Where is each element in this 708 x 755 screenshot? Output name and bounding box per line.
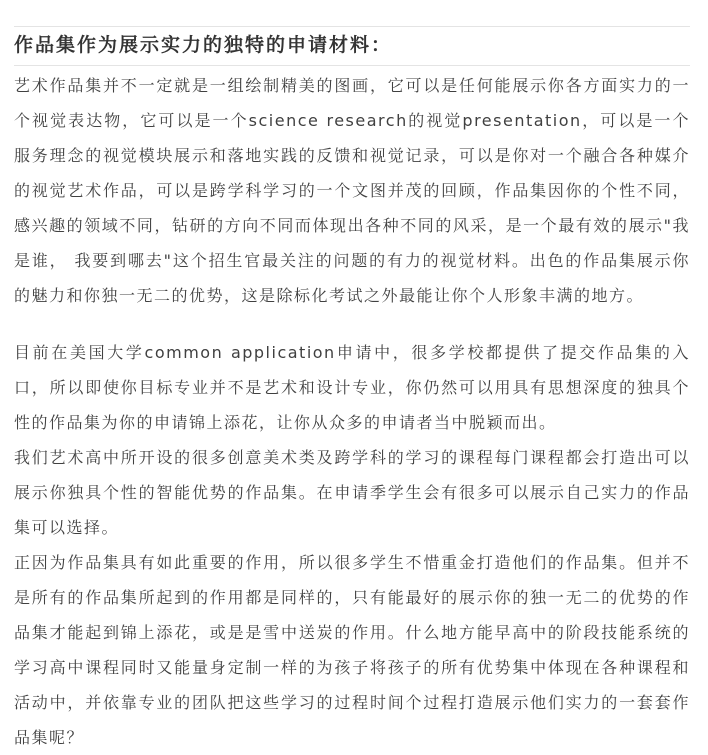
article-header [14,26,690,66]
article-body [14,68,690,755]
paragraph-common-application: 目前在美国大学common application申请中，很多学校都提供了提交作品集的入口，所以即使你目标专业并不是艺术和设计专业，你仍然可以用具有思想深度的独具个性的作品集为你的申请锦上添花，让你从众多的申请者当中脱颖而出。 [14,343,690,432]
paragraph-portfolio-definition: 艺术作品集并不一定就是一组绘制精美的图画，它可以是任何能展示你各方面实力的一个视觉表达物，它可以是一个science research的视觉presentation，可以是一个服务理念的视觉模块展示和落地实践的反馈和视觉记录，可以是你对一个融合各种媒介的视觉艺术作品，可以是跨学科学习的一个文图并茂的回顾，作品集因你的个性不同，感兴趣的领域不同，钻研的方向不同而体现出各种不同的风采，是一个最有效的展示"我是谁， 我要到哪去"这个招生官最关注的问题的有力的视觉材料。出色的作品集展示你的魅力和你独一无二的优势，这是除标化考试之外最能让你个人形象丰满的地方。 [14,76,690,305]
paragraph-portfolio-importance: 正因为作品集具有如此重要的作用，所以很多学生不惜重金打造他们的作品集。但并不是所有的作品集所起到的作用都是同样的，只有能最好的展示你的独一无二的优势的作品集才能起到锦上添花，或是是雪中送炭的作用。什么地方能早高中的阶段技能系统的学习高中课程同时又能量身定制一样的为孩子将孩子的所有优势集中体现在各种课程和活动中，并依靠专业的团队把这些学习的过程时间个过程打造展示他们实力的一套套作品集呢？ [14,553,690,747]
page-title: 作品集作为展示实力的独特的申请材料： [14,34,393,56]
paragraph-art-highschool-courses: 我们艺术高中所开设的很多创意美术类及跨学科的学习的课程每门课程都会打造出可以展示你独具个性的智能优势的作品集。在申请季学生会有很多可以展示自己实力的作品集可以选择。 [14,448,690,537]
